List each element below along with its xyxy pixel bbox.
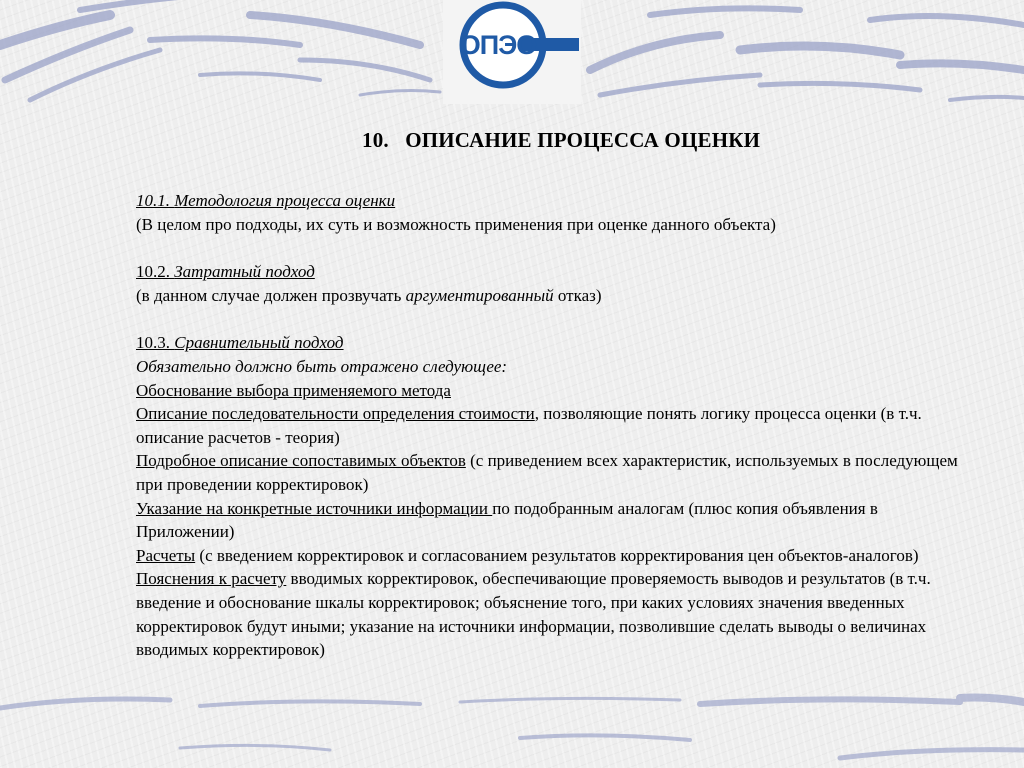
section-2-heading xyxy=(136,260,976,284)
section-2-desc-text: (в данном случае должен прозвучать xyxy=(136,285,406,305)
section-2-desc-end: отказ) xyxy=(553,285,602,305)
section-1-title: Методология процесса оценки xyxy=(174,191,396,210)
list-item-text: по подобранным аналогам (плюс копия объявления в Приложении) xyxy=(136,498,878,542)
list-item-text: вводимых корректировок, обеспечивающие проверяемость выводов и результатов (в т.ч. введение и обоснование шкалы корректировок; объяснение того, при каких условиях значения введенных корректировок будут иными; указание на источники информации, позволившие сделать выводы о величинах вводимых корректировок) xyxy=(136,569,931,660)
list-item-text: (с приведением всех характеристик, используемых в последующем при проведении корректировок) xyxy=(136,451,958,494)
list-item xyxy=(136,544,976,568)
list-item-underlined: Описание последовательности определения стоимости xyxy=(136,404,535,424)
list-item xyxy=(136,567,976,661)
section-3-intro: Обязательно должно быть отражено следующее: xyxy=(136,356,508,376)
section-2-title: Затратный подход xyxy=(174,262,315,282)
page-title: 10. ОПИСАНИЕ ПРОЦЕССА ОЦЕНКИ xyxy=(362,128,761,152)
logo-panel xyxy=(443,0,581,104)
list-item xyxy=(136,402,976,449)
section-1-heading xyxy=(136,189,976,213)
list-item-underlined: Указание на конкретные источники информации xyxy=(136,498,493,518)
section-2-description xyxy=(136,284,976,308)
list-item-text: , позволяющие понять логику процесса оценки (в т.ч. описание расчетов - теория) xyxy=(136,404,922,447)
list-item xyxy=(136,497,976,544)
section-2-number: 10.2. xyxy=(136,262,170,282)
logo-text: ОПЭО xyxy=(459,30,537,60)
section-3-number: 10.3. xyxy=(136,333,170,353)
list-item-text: (с введением корректировок и согласованием результатов корректирования цен объектов-аналогов) xyxy=(195,545,919,565)
list-item-underlined: Подробное описание сопоставимых объектов xyxy=(136,451,466,471)
section-1-number: 10.1. xyxy=(136,191,170,210)
section-2-desc-italic: аргументированный xyxy=(405,285,554,305)
decorative-brush-strokes-bottom xyxy=(0,688,1024,768)
list-item-underlined: Расчеты xyxy=(136,545,196,565)
main-content xyxy=(136,189,976,662)
list-item xyxy=(136,449,976,496)
section-3-heading xyxy=(136,331,976,355)
section-1-description: (В целом про подходы, их суть и возможность применения при оценке данного объекта) xyxy=(136,214,776,234)
list-item-underlined: Пояснения к расчету xyxy=(136,569,287,589)
list-item-underlined: Обоснование выбора применяемого метода xyxy=(136,380,451,400)
list-item xyxy=(136,379,976,403)
section-3-title: Сравнительный подход xyxy=(174,333,344,353)
opeo-logo xyxy=(443,0,581,104)
